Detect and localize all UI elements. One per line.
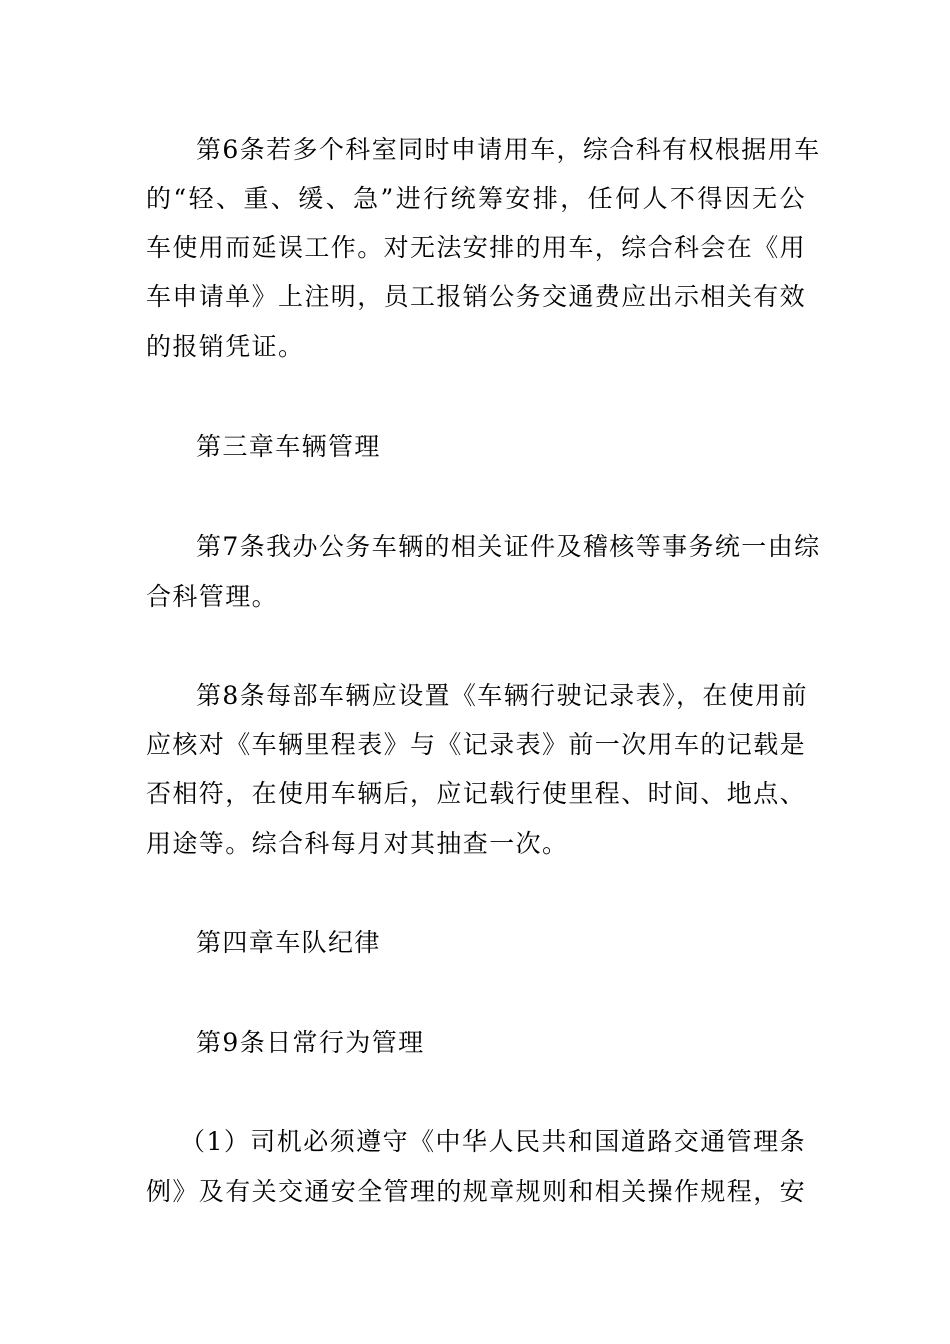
article-8-line-3: 否相符，在使用车辆后，应记载行使里程、时间、地点、 <box>146 779 807 808</box>
article-8-line-1: 第8条每部车辆应设置《车辆行驶记录表》，在使用前 <box>196 681 809 710</box>
article-6-line-4: 车申请单》上注明，员工报销公务交通费应出示相关有效 <box>146 282 807 311</box>
item-1-line-1: （1）司机必须遵守《中华人民共和国道路交通管理条 <box>180 1127 806 1156</box>
article-6-line-2: 的“轻、重、缓、急”进行统筹安排，任何人不得因无公 <box>146 184 806 213</box>
article-6-line-5: 的报销凭证。 <box>146 332 305 361</box>
item-1-line-2: 例》及有关交通安全管理的规章规则和相关操作规程，安 <box>146 1177 807 1206</box>
article-7-line-2: 合科管理。 <box>146 582 279 611</box>
article-6-line-3: 车使用而延误工作。对无法安排的用车，综合科会在《用 <box>146 233 807 262</box>
article-8-line-2: 应核对《车辆里程表》与《记录表》前一次用车的记载是 <box>146 730 807 759</box>
article-6-line-1: 第6条若多个科室同时申请用车，综合科有权根据用车 <box>196 135 821 164</box>
chapter-4-heading: 第四章车队纪律 <box>196 928 381 957</box>
article-7-line-1: 第7条我办公务车辆的相关证件及稽核等事务统一由综 <box>196 532 821 561</box>
article-8-line-4: 用途等。综合科每月对其抽查一次。 <box>146 829 569 858</box>
article-9-heading: 第9条日常行为管理 <box>196 1028 425 1057</box>
chapter-3-heading: 第三章车辆管理 <box>196 432 381 461</box>
